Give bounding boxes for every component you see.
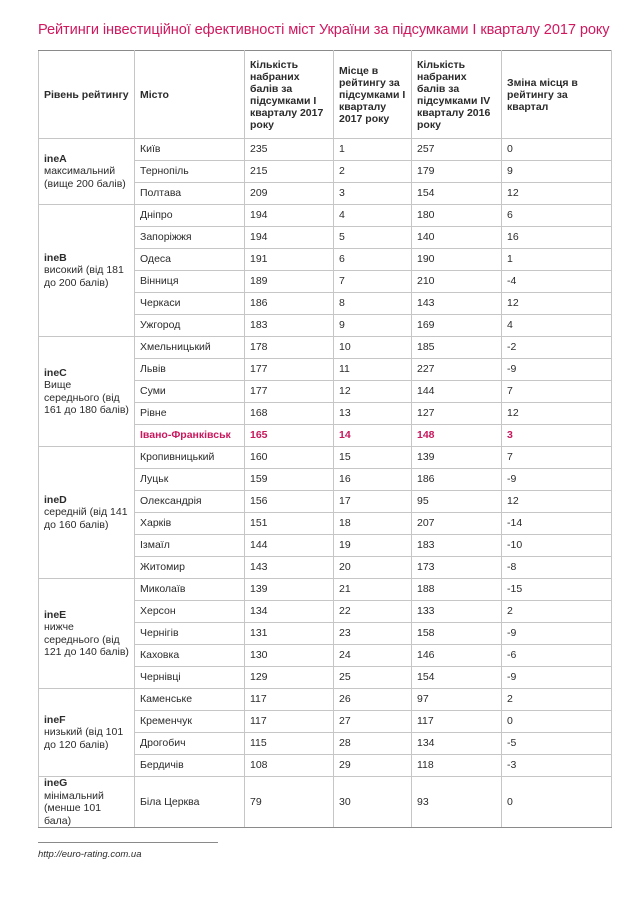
city-cell: Каховка xyxy=(135,645,245,667)
table-row xyxy=(39,777,612,828)
place-q1-cell: 4 xyxy=(334,205,412,227)
city-cell: Ізмаїл xyxy=(135,535,245,557)
place-q1-cell: 18 xyxy=(334,513,412,535)
points-q1-cell: 194 xyxy=(245,227,334,249)
rating-level-code: ineB xyxy=(44,251,67,264)
place-q1-cell: 23 xyxy=(334,623,412,645)
table-row xyxy=(39,689,612,711)
change-cell: 1 xyxy=(502,249,612,271)
rating-level-code: ineA xyxy=(44,152,67,165)
place-q1-cell: 7 xyxy=(334,271,412,293)
rating-level-description: високий (від 181 до 200 балів) xyxy=(44,264,124,289)
place-q1-cell: 25 xyxy=(334,667,412,689)
source-link[interactable]: http://euro-rating.com.ua xyxy=(38,849,142,860)
change-cell: 12 xyxy=(502,491,612,513)
rating-level-cell xyxy=(39,777,135,828)
points-q4-cell: 148 xyxy=(412,425,502,447)
points-q4-cell: 95 xyxy=(412,491,502,513)
rating-level-cell xyxy=(39,689,135,777)
rating-level-description: мінімальний (менше 101 бала) xyxy=(44,789,104,827)
city-cell: Олександрія xyxy=(135,491,245,513)
change-cell: -10 xyxy=(502,535,612,557)
points-q4-cell: 146 xyxy=(412,645,502,667)
rating-level-code: ineC xyxy=(44,366,67,379)
points-q4-cell: 134 xyxy=(412,733,502,755)
place-q1-cell: 30 xyxy=(334,777,412,828)
rating-level-description: низький (від 101 до 120 балів) xyxy=(44,726,124,751)
points-q1-cell: 117 xyxy=(245,711,334,733)
points-q4-cell: 154 xyxy=(412,183,502,205)
change-cell: -2 xyxy=(502,337,612,359)
city-cell: Миколаїв xyxy=(135,579,245,601)
change-cell: -15 xyxy=(502,579,612,601)
change-cell: -3 xyxy=(502,755,612,777)
points-q1-cell: 194 xyxy=(245,205,334,227)
place-q1-cell: 5 xyxy=(334,227,412,249)
change-cell: 12 xyxy=(502,183,612,205)
points-q4-cell: 188 xyxy=(412,579,502,601)
rating-level-cell xyxy=(39,579,135,689)
city-cell: Суми xyxy=(135,381,245,403)
city-cell: Кременчук xyxy=(135,711,245,733)
change-cell: -6 xyxy=(502,645,612,667)
city-cell: Чернігів xyxy=(135,623,245,645)
change-cell: 2 xyxy=(502,601,612,623)
points-q1-cell: 186 xyxy=(245,293,334,315)
place-q1-cell: 19 xyxy=(334,535,412,557)
change-cell: -9 xyxy=(502,359,612,381)
table-row xyxy=(39,205,612,227)
footer-divider xyxy=(38,842,218,843)
points-q4-cell: 158 xyxy=(412,623,502,645)
points-q1-cell: 79 xyxy=(245,777,334,828)
points-q1-cell: 117 xyxy=(245,689,334,711)
points-q1-cell: 177 xyxy=(245,381,334,403)
place-q1-cell: 14 xyxy=(334,425,412,447)
city-cell: Хмельницький xyxy=(135,337,245,359)
change-cell: -9 xyxy=(502,469,612,491)
city-cell: Запоріжжя xyxy=(135,227,245,249)
points-q1-cell: 129 xyxy=(245,667,334,689)
city-cell: Полтава xyxy=(135,183,245,205)
place-q1-cell: 1 xyxy=(334,139,412,161)
change-cell: -4 xyxy=(502,271,612,293)
points-q1-cell: 168 xyxy=(245,403,334,425)
header-change: Зміна місця в рейтингу за квартал xyxy=(502,51,612,139)
place-q1-cell: 24 xyxy=(334,645,412,667)
points-q1-cell: 215 xyxy=(245,161,334,183)
place-q1-cell: 12 xyxy=(334,381,412,403)
city-cell: Дніпро xyxy=(135,205,245,227)
place-q1-cell: 17 xyxy=(334,491,412,513)
points-q4-cell: 207 xyxy=(412,513,502,535)
table-header-row xyxy=(39,51,612,139)
points-q4-cell: 118 xyxy=(412,755,502,777)
city-cell: Львів xyxy=(135,359,245,381)
city-cell: Каменське xyxy=(135,689,245,711)
city-cell: Херсон xyxy=(135,601,245,623)
city-cell: Дрогобич xyxy=(135,733,245,755)
points-q4-cell: 97 xyxy=(412,689,502,711)
change-cell: 0 xyxy=(502,777,612,828)
place-q1-cell: 15 xyxy=(334,447,412,469)
rating-level-code: ineE xyxy=(44,608,67,621)
change-cell: 0 xyxy=(502,711,612,733)
change-cell: 3 xyxy=(502,425,612,447)
points-q1-cell: 144 xyxy=(245,535,334,557)
rating-level-cell xyxy=(39,139,135,205)
points-q4-cell: 186 xyxy=(412,469,502,491)
place-q1-cell: 27 xyxy=(334,711,412,733)
change-cell: 4 xyxy=(502,315,612,337)
place-q1-cell: 26 xyxy=(334,689,412,711)
header-city: Місто xyxy=(135,51,245,139)
change-cell: 12 xyxy=(502,403,612,425)
points-q4-cell: 169 xyxy=(412,315,502,337)
place-q1-cell: 3 xyxy=(334,183,412,205)
city-cell: Харків xyxy=(135,513,245,535)
change-cell: 9 xyxy=(502,161,612,183)
points-q4-cell: 190 xyxy=(412,249,502,271)
points-q1-cell: 177 xyxy=(245,359,334,381)
points-q4-cell: 179 xyxy=(412,161,502,183)
rating-level-cell xyxy=(39,447,135,579)
rating-level-code: ineG xyxy=(44,777,68,789)
points-q1-cell: 139 xyxy=(245,579,334,601)
place-q1-cell: 9 xyxy=(334,315,412,337)
points-q1-cell: 160 xyxy=(245,447,334,469)
points-q4-cell: 183 xyxy=(412,535,502,557)
place-q1-cell: 16 xyxy=(334,469,412,491)
rating-level-description: максимальний (вище 200 балів) xyxy=(44,165,126,190)
points-q1-cell: 156 xyxy=(245,491,334,513)
points-q4-cell: 210 xyxy=(412,271,502,293)
points-q1-cell: 143 xyxy=(245,557,334,579)
header-level: Рівень рейтингу xyxy=(39,51,135,139)
city-cell: Біла Церква xyxy=(135,777,245,828)
points-q4-cell: 117 xyxy=(412,711,502,733)
place-q1-cell: 20 xyxy=(334,557,412,579)
change-cell: -9 xyxy=(502,667,612,689)
points-q1-cell: 191 xyxy=(245,249,334,271)
points-q1-cell: 131 xyxy=(245,623,334,645)
city-cell: Івано-Франківськ xyxy=(135,425,245,447)
change-cell: 7 xyxy=(502,447,612,469)
place-q1-cell: 10 xyxy=(334,337,412,359)
points-q4-cell: 227 xyxy=(412,359,502,381)
change-cell: 0 xyxy=(502,139,612,161)
change-cell: -5 xyxy=(502,733,612,755)
place-q1-cell: 13 xyxy=(334,403,412,425)
table-row xyxy=(39,447,612,469)
change-cell: 2 xyxy=(502,689,612,711)
points-q4-cell: 154 xyxy=(412,667,502,689)
points-q1-cell: 178 xyxy=(245,337,334,359)
city-cell: Київ xyxy=(135,139,245,161)
points-q1-cell: 209 xyxy=(245,183,334,205)
city-cell: Черкаси xyxy=(135,293,245,315)
city-cell: Бердичів xyxy=(135,755,245,777)
place-q1-cell: 29 xyxy=(334,755,412,777)
points-q1-cell: 115 xyxy=(245,733,334,755)
points-q1-cell: 235 xyxy=(245,139,334,161)
rating-level-code: ineD xyxy=(44,493,67,506)
points-q4-cell: 93 xyxy=(412,777,502,828)
page-title: Рейтинги інвестиційної ефективності міст України за підсумками І кварталу 2017 року xyxy=(38,22,610,38)
points-q4-cell: 140 xyxy=(412,227,502,249)
place-q1-cell: 6 xyxy=(334,249,412,271)
change-cell: 6 xyxy=(502,205,612,227)
points-q4-cell: 127 xyxy=(412,403,502,425)
header-place-q1: Місце в рейтингу за підсумками I кварталу 2017 року xyxy=(334,51,412,139)
city-cell: Одеса xyxy=(135,249,245,271)
rating-level-description: середній (від 141 до 160 балів) xyxy=(44,506,128,531)
city-cell: Ужгород xyxy=(135,315,245,337)
table-body xyxy=(39,139,612,828)
change-cell: 12 xyxy=(502,293,612,315)
points-q4-cell: 173 xyxy=(412,557,502,579)
place-q1-cell: 11 xyxy=(334,359,412,381)
points-q1-cell: 165 xyxy=(245,425,334,447)
points-q1-cell: 134 xyxy=(245,601,334,623)
points-q1-cell: 151 xyxy=(245,513,334,535)
rating-level-description: нижче середнього (від 121 до 140 балів) xyxy=(44,621,129,658)
rating-level-code: ineF xyxy=(44,713,66,726)
city-cell: Тернопіль xyxy=(135,161,245,183)
city-cell: Вінниця xyxy=(135,271,245,293)
change-cell: -8 xyxy=(502,557,612,579)
points-q4-cell: 144 xyxy=(412,381,502,403)
change-cell: -14 xyxy=(502,513,612,535)
place-q1-cell: 28 xyxy=(334,733,412,755)
change-cell: 7 xyxy=(502,381,612,403)
header-points-q4: Кількість набраних балів за підсумками IV кварталу 2016 року xyxy=(412,51,502,139)
city-cell: Луцьк xyxy=(135,469,245,491)
place-q1-cell: 21 xyxy=(334,579,412,601)
place-q1-cell: 2 xyxy=(334,161,412,183)
points-q1-cell: 108 xyxy=(245,755,334,777)
city-cell: Чернівці xyxy=(135,667,245,689)
change-cell: 16 xyxy=(502,227,612,249)
place-q1-cell: 22 xyxy=(334,601,412,623)
place-q1-cell: 8 xyxy=(334,293,412,315)
table-row xyxy=(39,337,612,359)
points-q4-cell: 143 xyxy=(412,293,502,315)
points-q1-cell: 183 xyxy=(245,315,334,337)
rating-table xyxy=(38,50,612,828)
rating-level-description: Вище середнього (від 161 до 180 балів) xyxy=(44,379,129,416)
points-q4-cell: 185 xyxy=(412,337,502,359)
points-q4-cell: 257 xyxy=(412,139,502,161)
table-row xyxy=(39,139,612,161)
points-q4-cell: 180 xyxy=(412,205,502,227)
points-q1-cell: 130 xyxy=(245,645,334,667)
points-q4-cell: 133 xyxy=(412,601,502,623)
rating-level-cell xyxy=(39,337,135,447)
city-cell: Кропивницький xyxy=(135,447,245,469)
points-q1-cell: 159 xyxy=(245,469,334,491)
header-points-q1: Кількість набраних балів за підсумками I кварталу 2017 року xyxy=(245,51,334,139)
points-q1-cell: 189 xyxy=(245,271,334,293)
table-row xyxy=(39,579,612,601)
rating-level-cell xyxy=(39,205,135,337)
city-cell: Житомир xyxy=(135,557,245,579)
city-cell: Рівне xyxy=(135,403,245,425)
change-cell: -9 xyxy=(502,623,612,645)
points-q4-cell: 139 xyxy=(412,447,502,469)
